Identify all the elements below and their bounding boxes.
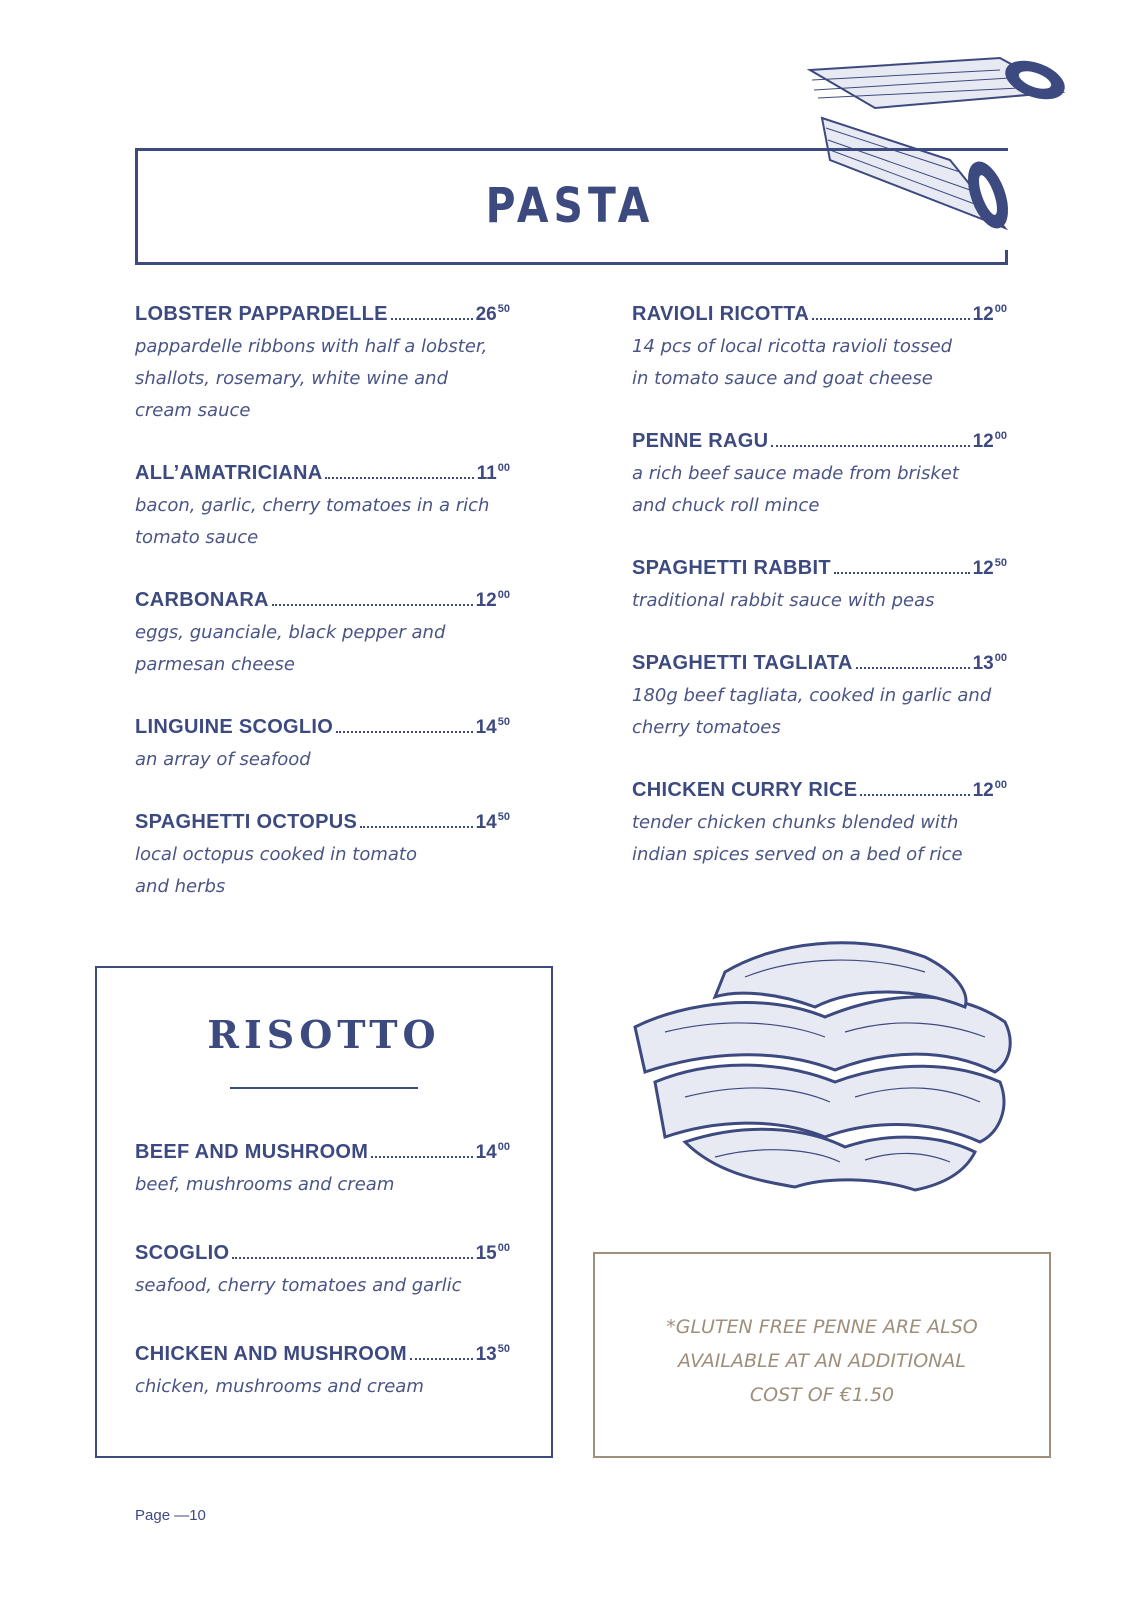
- item-price: $13^{50}$: [475, 1343, 510, 1365]
- dot-leader: [232, 1256, 472, 1259]
- item-name: PENNE RAGU: [632, 430, 769, 452]
- item-name: SPAGHETTI RABBIT: [632, 557, 831, 579]
- item-price: $14^{50}$: [475, 811, 510, 833]
- tagliatelle-nest-illustration: [625, 932, 1025, 1202]
- item-description: 180g beef tagliata, cooked in garlic and cherry tomatoes: [632, 685, 992, 738]
- menu-item: [632, 430, 1007, 522]
- page-number: Page —10: [135, 1507, 206, 1524]
- item-price: $12^{50}$: [972, 557, 1007, 579]
- menu-item: [135, 462, 510, 554]
- item-description: bacon, garlic, cherry tomatoes in a rich tomato sauce: [135, 495, 490, 548]
- item-name: SPAGHETTI OCTOPUS: [135, 811, 358, 833]
- item-description: tender chicken chunks blended with indian spices served on a bed of rice: [632, 812, 963, 865]
- item-description: chicken, mushrooms and cream: [135, 1376, 424, 1397]
- menu-item: [135, 1141, 510, 1201]
- dot-leader: [272, 603, 473, 606]
- item-description: eggs, guanciale, black pepper and parmesan cheese: [135, 622, 446, 675]
- dot-leader: [391, 317, 473, 320]
- dot-leader: [860, 793, 969, 796]
- item-price: $12^{00}$: [972, 303, 1007, 325]
- item-price: $14^{00}$: [475, 1141, 510, 1163]
- dot-leader: [360, 825, 472, 828]
- item-price: $12^{00}$: [972, 430, 1007, 452]
- risotto-title: RISOTTO: [207, 1012, 441, 1057]
- dot-leader: [812, 317, 970, 320]
- menu-item: [135, 811, 510, 903]
- item-price: $12^{00}$: [475, 589, 510, 611]
- item-description: seafood, cherry tomatoes and garlic: [135, 1275, 462, 1296]
- item-name: RAVIOLI RICOTTA: [632, 303, 810, 325]
- item-price: $15^{00}$: [475, 1242, 510, 1264]
- menu-item: [135, 1343, 510, 1403]
- item-description: local octopus cooked in tomato and herbs: [135, 844, 417, 897]
- item-name: CHICKEN AND MUSHROOM: [135, 1343, 407, 1365]
- gluten-free-note: *GLUTEN FREE PENNE ARE ALSO AVAILABLE AT AN ADDITIONAL COST OF €1.50: [666, 1316, 978, 1406]
- dot-leader: [336, 730, 472, 733]
- dot-leader: [834, 571, 970, 574]
- item-name: SPAGHETTI TAGLIATA: [632, 652, 853, 674]
- item-name: CARBONARA: [135, 589, 269, 611]
- dot-leader: [856, 666, 970, 669]
- menu-item: [135, 716, 510, 776]
- menu-item: [632, 303, 1007, 395]
- item-name: LOBSTER PAPPARDELLE: [135, 303, 388, 325]
- dot-leader: [325, 476, 473, 479]
- item-description: an array of seafood: [135, 749, 311, 770]
- menu-item: [632, 652, 1007, 744]
- item-price: $11^{00}$: [476, 462, 510, 484]
- risotto-divider: [230, 1087, 418, 1089]
- item-name: BEEF AND MUSHROOM: [135, 1141, 369, 1163]
- dot-leader: [771, 444, 969, 447]
- dot-leader: [410, 1357, 473, 1360]
- menu-item: [632, 779, 1007, 871]
- dot-leader: [371, 1155, 472, 1158]
- item-price: $26^{50}$: [475, 303, 510, 325]
- item-description: a rich beef sauce made from brisket and chuck roll mince: [632, 463, 959, 516]
- item-name: CHICKEN CURRY RICE: [632, 779, 858, 801]
- menu-item: [135, 303, 510, 427]
- item-description: 14 pcs of local ricotta ravioli tossed in tomato sauce and goat cheese: [632, 336, 953, 389]
- item-description: pappardelle ribbons with half a lobster, shallots, rosemary, white wine and cream sauce: [135, 336, 488, 421]
- item-name: LINGUINE SCOGLIO: [135, 716, 334, 738]
- pasta-title: PASTA: [485, 178, 655, 234]
- item-price: $13^{00}$: [972, 652, 1007, 674]
- item-name: ALL’AMATRICIANA: [135, 462, 323, 484]
- pasta-header-box-edge: [1005, 250, 1008, 265]
- menu-item: [135, 1242, 510, 1302]
- item-price: $14^{50}$: [475, 716, 510, 738]
- menu-item: [632, 557, 1007, 617]
- item-name: SCOGLIO: [135, 1242, 230, 1264]
- item-price: $12^{00}$: [972, 779, 1007, 801]
- item-description: traditional rabbit sauce with peas: [632, 590, 935, 611]
- item-description: beef, mushrooms and cream: [135, 1174, 395, 1195]
- menu-item: [135, 589, 510, 681]
